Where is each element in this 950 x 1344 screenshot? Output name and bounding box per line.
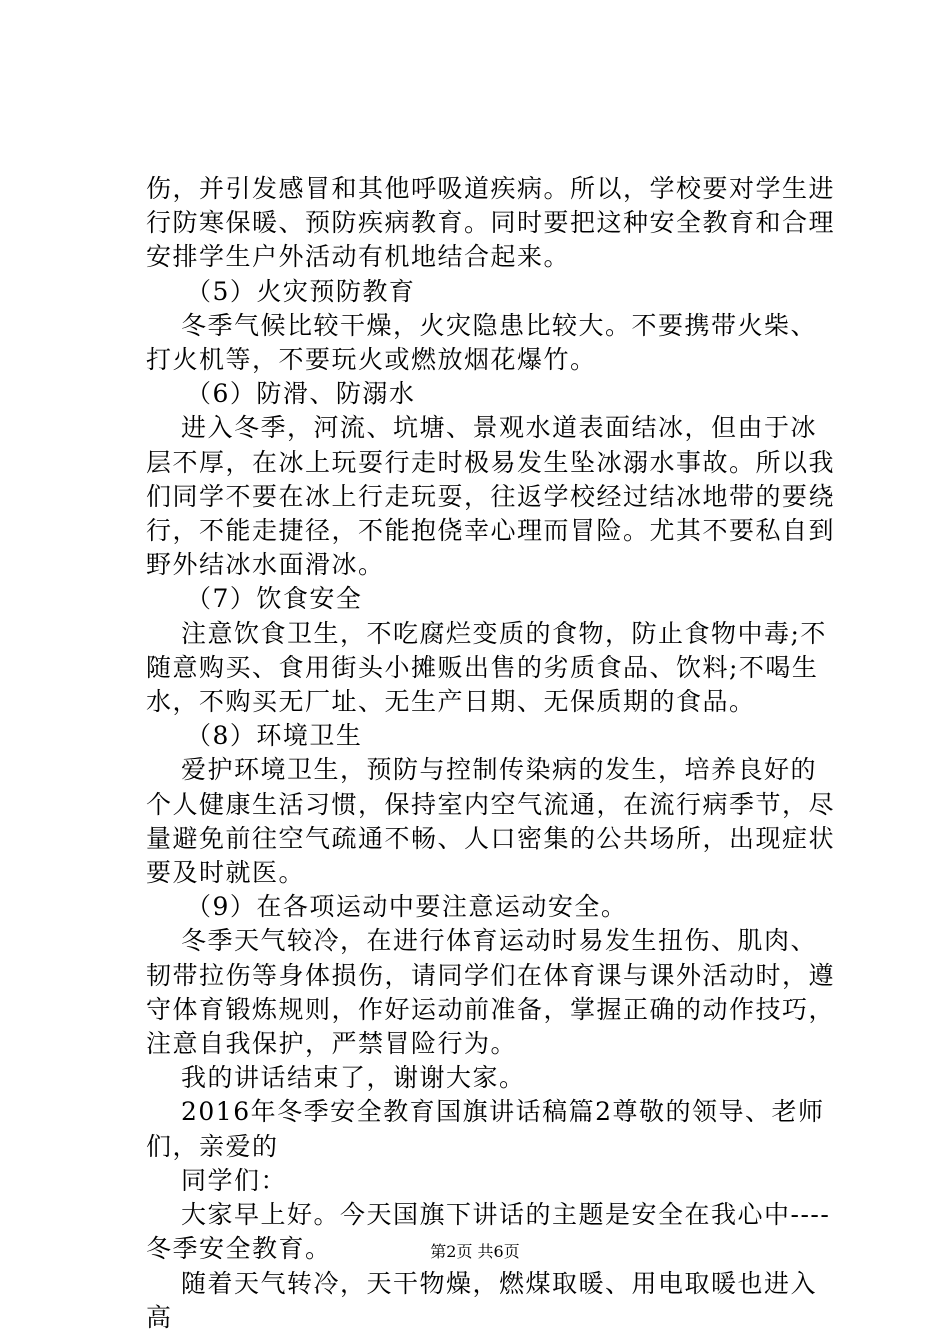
page-footer [0,1239,950,1262]
paragraph-closing: 我的讲话结束了，谢谢大家。 [181,1063,526,1093]
section-heading-sports: （9）在各项运动中要注意运动安全。 [186,892,628,922]
paragraph-continuation: 伤，并引发感冒和其他呼吸道疾病。所以，学校要对学生进行防寒保暖、预防疾病教育。同时要把这种安全教育和合理安排学生户外活动有机地结合起来。 [146,174,836,272]
section-heading-environment: （8）环境卫生 [186,721,363,751]
section-heading-food: （7）饮食安全 [186,584,363,614]
paragraph-salutation: 同学们： [181,1165,288,1195]
paragraph-sports: 冬季天气较冷，在进行体育运动时易发生扭伤、肌肉、韧带拉伤等身体损伤，请同学们在体育课与课外活动时，遵守体育锻炼规则，作好运动前准备，掌握正确的动作技巧，注意自我保护，严禁冒险行为。 [146,926,836,1059]
page-number-label: 第2页 共6页 [430,1242,520,1261]
paragraph-environment: 爱护环境卫生，预防与控制传染病的发生，培养良好的个人健康生活习惯，保持室内空气流通，在流行病季节，尽量避免前往空气疏通不畅、人口密集的公共场所，出现症状要及时就医。 [146,755,836,888]
paragraph-slip-drowning: 进入冬季，河流、坑塘、景观水道表面结冰，但由于冰层不厚，在冰上玩耍行走时极易发生坠冰溺水事故。所以我们同学不要在冰上行走玩耍，往返学校经过结冰地带的要绕行，不能走捷径，不能抱侥幸心理而冒险。尤其不要私自到野外结冰水面滑冰。 [146,413,836,580]
document-body [146,172,836,1335]
paragraph-fire: 冬季气候比较干燥，火灾隐患比较大。不要携带火柴、打火机等，不要玩火或燃放烟花爆竹。 [146,310,818,375]
paragraph-greeting: 大家早上好。今天国旗下讲话的主题是安全在我心中----冬季安全教育。 [146,1200,831,1264]
section-heading-fire: （5）火灾预防教育 [186,276,416,306]
section-heading-slip-drowning: （6）防滑、防溺水 [186,379,416,409]
paragraph-article-2-title: 2016年冬季安全教育国旗讲话稿篇2尊敬的领导、老师们，亲爱的 [146,1097,825,1161]
paragraph-food: 注意饮食卫生，不吃腐烂变质的食物，防止食物中毒;不随意购买、食用街头小摊贩出售的劣质食品、饮料;不喝生水，不购买无厂址、无生产日期、无保质期的食品。 [146,618,827,717]
paragraph-weather: 随着天气转冷，天干物燥，燃煤取暖、用电取暖也进入高 [146,1268,818,1332]
